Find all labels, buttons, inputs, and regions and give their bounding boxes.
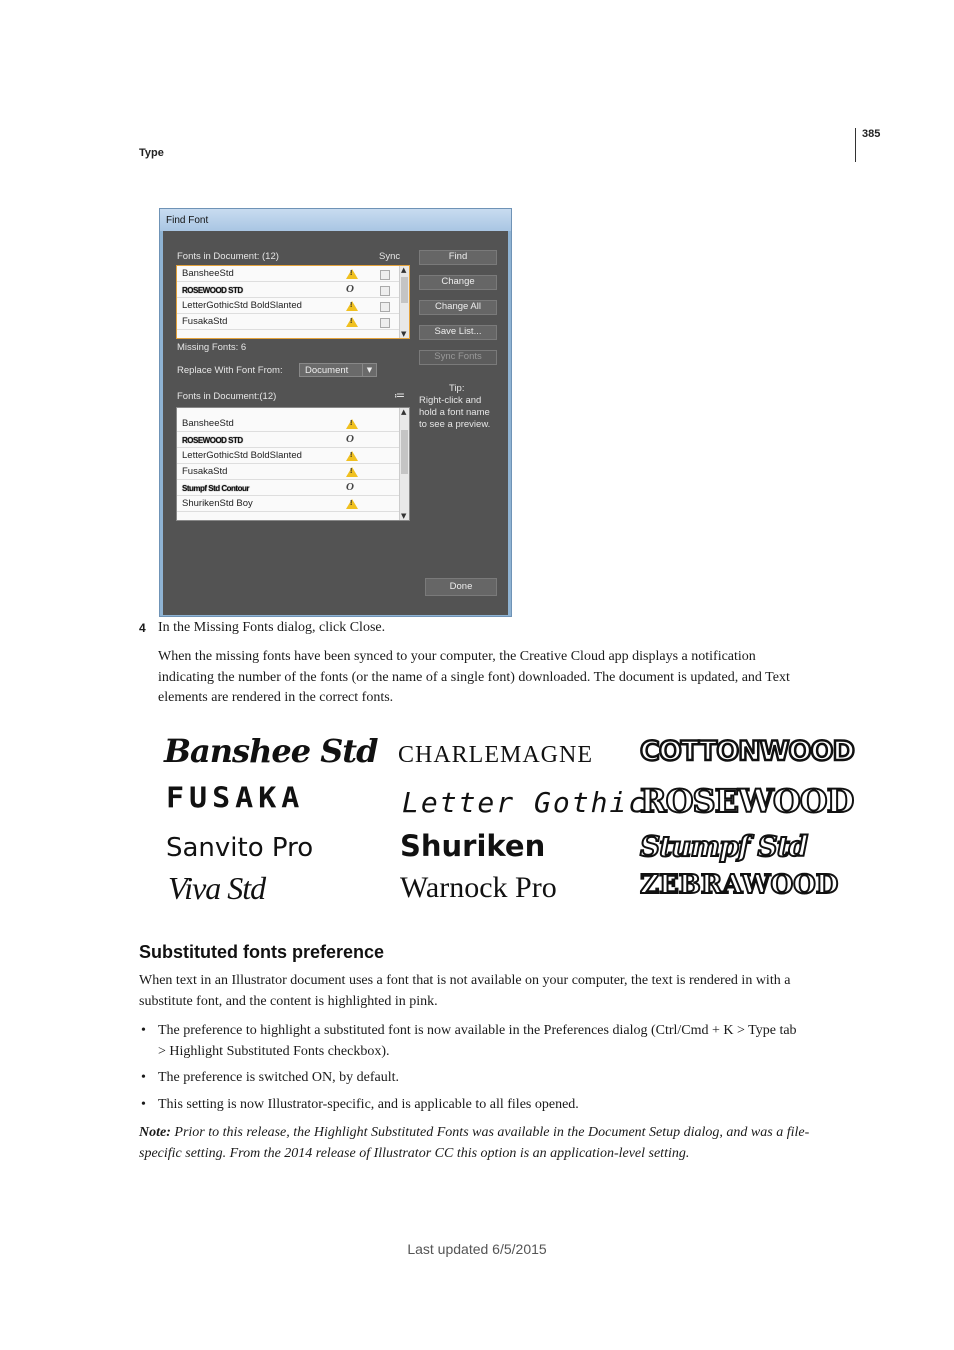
save-list-button[interactable]: Save List... xyxy=(419,325,497,340)
change-all-button[interactable]: Change All xyxy=(419,300,497,315)
section-intro xyxy=(139,971,790,1012)
specimen-fusaka: FUSAKA xyxy=(166,781,305,816)
specimen-viva: Viva Std xyxy=(168,870,266,906)
text-line: substitute font, and the content is highlighted in pink. xyxy=(139,993,438,1009)
specimen-stumpf: Stumpf Std xyxy=(640,830,808,863)
last-updated-footer: Last updated 6/5/2015 xyxy=(407,1241,547,1257)
scroll-up-icon[interactable]: ▲ xyxy=(401,408,407,416)
sync-checkbox[interactable] xyxy=(380,302,390,312)
bottom-list-label: Fonts in Document:(12) xyxy=(177,391,277,402)
bullet-item xyxy=(158,1021,797,1062)
font-name: BansheeStd xyxy=(182,418,234,429)
text-line: The preference to highlight a substituted font is now available in the Preferences dialog (Ctrl/Cmd + K > Type tab xyxy=(158,1023,797,1038)
specimen-banshee: Banshee Std xyxy=(164,732,378,770)
sync-checkbox[interactable] xyxy=(380,286,390,296)
missing-fonts-count: Missing Fonts: 6 xyxy=(177,342,247,353)
text-line: When the missing fonts have been synced to your computer, the Creative Cloud app displays a notification xyxy=(158,649,756,664)
running-header: Type xyxy=(139,147,164,159)
tip-line: to see a preview. xyxy=(419,419,491,430)
opentype-icon: O xyxy=(346,481,354,493)
bullet-item xyxy=(158,1068,399,1089)
font-name: FusakaStd xyxy=(182,316,228,327)
note xyxy=(139,1123,809,1164)
dialog-body xyxy=(163,231,508,615)
text-line: indicating the number of the fonts (or the name of a single font) downloaded. The document is updated, and Text xyxy=(158,669,790,685)
font-name: ROSEWOOD STD xyxy=(182,436,243,445)
warning-icon xyxy=(346,301,358,311)
list-item[interactable] xyxy=(177,266,399,282)
header-divider xyxy=(855,128,856,162)
text-line: The preference is switched ON, by default. xyxy=(158,1070,400,1085)
step-text: In the Missing Fonts dialog, click Close. xyxy=(158,620,386,635)
sync-column-label: Sync xyxy=(379,251,401,262)
change-button[interactable]: Change xyxy=(419,275,497,290)
text-line: elements are rendered in the correct fonts. xyxy=(158,690,394,705)
bottom-font-list[interactable] xyxy=(176,407,410,521)
note-text: Prior to this release, the Highlight Substituted Fonts was available in the Document Setup dialog, and was a file- xyxy=(170,1125,810,1140)
specimen-letter-gothic: Letter Gothic xyxy=(402,786,648,819)
list-item[interactable] xyxy=(177,464,399,480)
dialog-title: Find Font xyxy=(166,215,209,226)
bottom-list-scrollbar[interactable] xyxy=(399,408,409,520)
scroll-down-icon[interactable]: ▼ xyxy=(401,330,407,338)
bullet-marker: • xyxy=(141,1023,146,1038)
opentype-icon: O xyxy=(346,433,354,445)
find-button[interactable]: Find xyxy=(419,250,497,265)
scroll-down-icon[interactable]: ▼ xyxy=(401,512,407,520)
sync-checkbox[interactable] xyxy=(380,318,390,328)
note-line xyxy=(139,1123,809,1144)
chevron-down-icon: ▼ xyxy=(362,364,376,376)
warning-icon xyxy=(346,451,358,461)
text-line: > Highlight Substituted Fonts checkbox). xyxy=(158,1043,390,1059)
specimen-warnock: Warnock Pro xyxy=(400,871,557,904)
tip-line: hold a font name xyxy=(419,407,490,418)
bullet-item xyxy=(158,1095,579,1116)
specimen-rosewood: ROSEWOOD xyxy=(640,782,854,820)
top-list-label: Fonts in Document: (12) xyxy=(177,251,279,262)
sync-checkbox[interactable] xyxy=(380,270,390,280)
font-name: ROSEWOOD STD xyxy=(182,286,243,295)
warning-icon xyxy=(346,467,358,477)
top-font-list[interactable] xyxy=(176,265,410,339)
sync-fonts-button[interactable]: Sync Fonts xyxy=(419,350,497,365)
note-label: Note: xyxy=(139,1125,171,1140)
sync-paragraph xyxy=(158,647,790,709)
warning-icon xyxy=(346,419,358,429)
bullet-marker: • xyxy=(141,1097,146,1112)
list-item[interactable] xyxy=(177,480,399,496)
list-item[interactable] xyxy=(177,496,399,512)
section-heading: Substituted fonts preference xyxy=(139,942,385,962)
font-name: Stumpf Std Contour xyxy=(182,484,249,493)
specimen-charlemagne: CHARLEMAGNE xyxy=(398,742,593,768)
dialog-titlebar xyxy=(160,209,511,231)
font-name: LetterGothicStd BoldSlanted xyxy=(182,300,302,311)
font-name: FusakaStd xyxy=(182,466,228,477)
specimen-sanvito: Sanvito Pro xyxy=(166,833,314,863)
note-line: specific setting. From the 2014 release of Illustrator CC this option is an application-level setting. xyxy=(139,1145,690,1161)
top-list-scrollbar[interactable] xyxy=(399,266,409,338)
scroll-thumb[interactable] xyxy=(401,277,408,303)
font-name: LetterGothicStd BoldSlanted xyxy=(182,450,302,461)
replace-source-select[interactable] xyxy=(299,363,377,377)
text-line: This setting is now Illustrator-specific, and is applicable to all files opened. xyxy=(158,1097,579,1112)
list-item[interactable] xyxy=(177,432,399,448)
scroll-up-icon[interactable]: ▲ xyxy=(401,266,407,274)
list-item[interactable] xyxy=(177,448,399,464)
done-button[interactable]: Done xyxy=(425,578,497,596)
list-item[interactable] xyxy=(177,282,399,298)
specimen-shuriken: Shuriken xyxy=(400,829,546,863)
replace-label: Replace With Font From: xyxy=(177,365,283,376)
list-item[interactable] xyxy=(177,416,399,432)
warning-icon xyxy=(346,499,358,509)
list-item[interactable] xyxy=(177,298,399,314)
opentype-icon: O xyxy=(346,283,354,295)
tip-line: Right-click and xyxy=(419,395,482,406)
bullet-marker: • xyxy=(141,1070,146,1085)
step-number: 4 xyxy=(139,621,146,635)
specimen-cottonwood: COTTONWOOD xyxy=(640,736,854,767)
font-name: BansheeStd xyxy=(182,268,234,279)
warning-icon xyxy=(346,269,358,279)
tip-title: Tip: xyxy=(449,383,465,394)
warning-icon xyxy=(346,317,358,327)
list-item[interactable] xyxy=(177,314,399,330)
list-menu-icon[interactable]: ≔ xyxy=(394,390,405,402)
text-line: When text in an Illustrator document uses a font that is not available on your computer, the text is rendered in with a xyxy=(139,973,791,988)
find-font-dialog xyxy=(159,208,512,617)
specimen-zebrawood: ZEBRAWOOD xyxy=(640,870,839,900)
scroll-thumb[interactable] xyxy=(401,430,408,474)
replace-source-value: Document xyxy=(305,365,349,376)
page-number: 385 xyxy=(862,128,881,140)
font-name: ShurikenStd Boy xyxy=(182,498,253,509)
